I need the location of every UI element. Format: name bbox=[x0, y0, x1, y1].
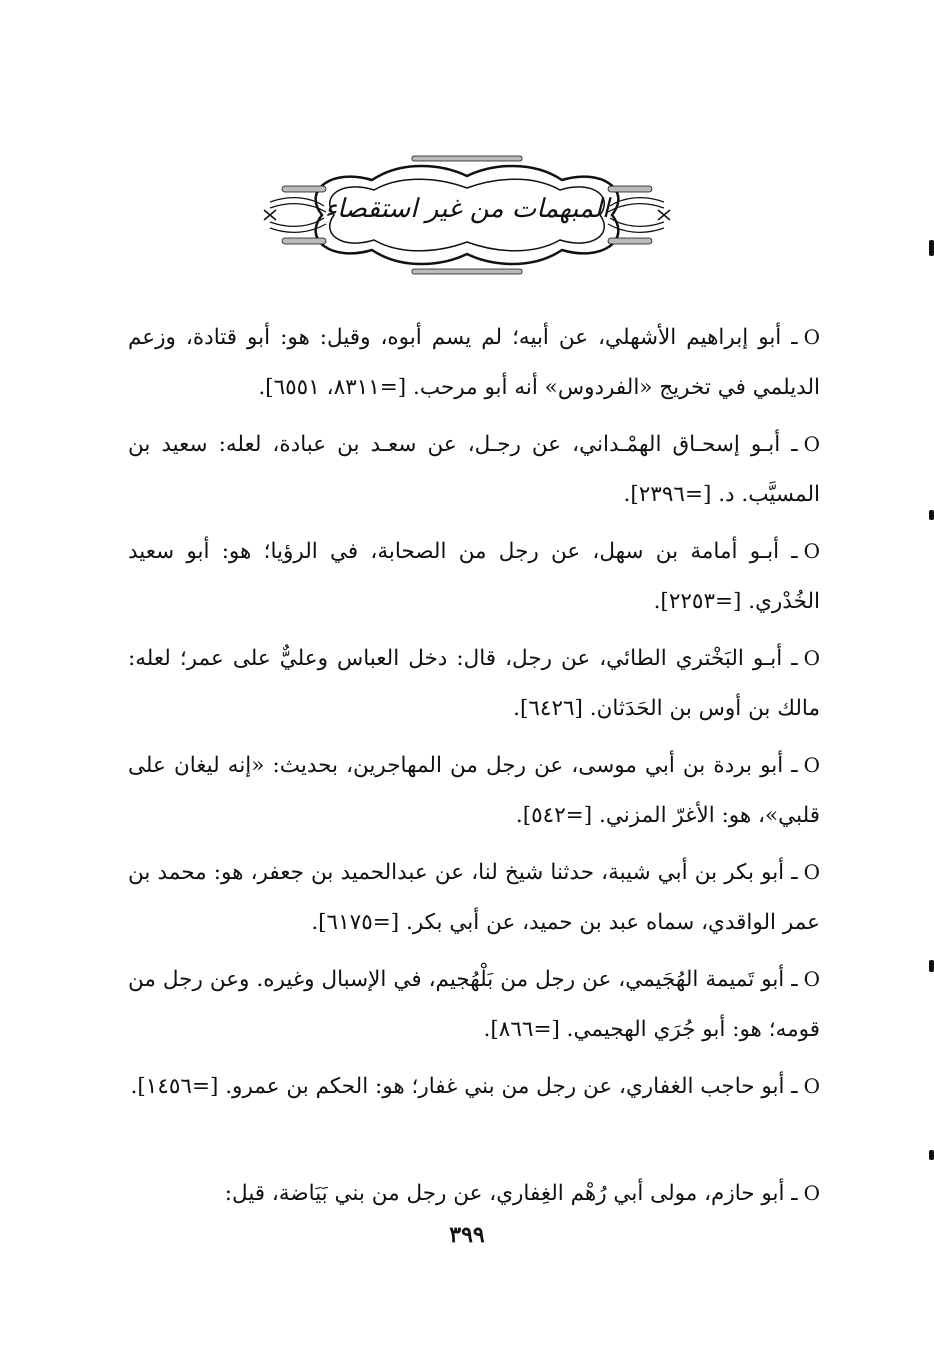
entry-text: ـ أبو إبراهيم الأشهلي، عن أبيه؛ لم يسم أبوه، وقيل: هو: أبو قتادة، وزعم الديلمي في تخريج «الفردوس» أنه أبو مرحب. [=٨٣١١، ٦٥٥١]. bbox=[128, 325, 820, 400]
bullet-icon: O bbox=[803, 967, 820, 991]
entry bbox=[128, 526, 820, 626]
entries-list bbox=[128, 312, 820, 1225]
entry bbox=[128, 1168, 820, 1218]
entry-text: ـ أبو تَميمة الهُجَيمي، عن رجل من بَلْهُجيم، في الإسبال وغيره. وعن رجل من قومه؛ هو: أبو جُرَي الهجيمي. [=٨٦٦]. bbox=[128, 967, 820, 1042]
bullet-icon: O bbox=[803, 1074, 820, 1098]
edge-mark bbox=[929, 1150, 934, 1160]
entry-text: ـ أبو حازم، مولى أبي رُهْم الغِفاري، عن رجل من بني بَيَاضة، قيل: bbox=[224, 1181, 798, 1206]
bullet-icon: O bbox=[803, 1181, 820, 1205]
entry bbox=[128, 740, 820, 840]
bullet-icon: O bbox=[803, 539, 820, 563]
bullet-icon: O bbox=[803, 860, 820, 884]
page-number: ٣٩٩ bbox=[449, 1222, 485, 1248]
chapter-banner bbox=[262, 150, 672, 280]
entry-text: ـ أبـو البَخْتري الطائي، عن رجل، قال: دخل العباس وعليٌّ على عمر؛ لعله: مالك بن أوس بن الحَدَثان. [٦٤٢٦]. bbox=[128, 646, 820, 721]
entry bbox=[128, 633, 820, 733]
edge-mark bbox=[929, 240, 934, 256]
edge-mark bbox=[929, 960, 934, 972]
bullet-icon: O bbox=[803, 646, 820, 670]
entry-text: ـ أبو بردة بن أبي موسى، عن رجل من المهاجرين، بحديث: «إنه ليغان على قلبي»، هو: الأغرّ المزني. [=٥٤٢]. bbox=[128, 753, 820, 828]
entry bbox=[128, 1061, 820, 1161]
bullet-icon: O bbox=[803, 432, 820, 456]
entry bbox=[128, 419, 820, 519]
entry-text: ـ أبو حاجب الغفاري، عن رجل من بني غفار؛ هو: الحكم بن عمرو. [=١٤٥٦]. bbox=[130, 1074, 798, 1099]
bullet-icon: O bbox=[803, 753, 820, 777]
edge-mark bbox=[929, 510, 934, 520]
entry bbox=[128, 954, 820, 1054]
entry-text: ـ أبو بكر بن أبي شيبة، حدثنا شيخ لنا، عن عبدالحميد بن جعفر، هو: محمد بن عمر الواقدي، سماه عبد بن حميد، عن أبي بكر. [=٦١٧٥]. bbox=[128, 860, 820, 935]
bullet-icon: O bbox=[803, 325, 820, 349]
entry bbox=[128, 312, 820, 412]
chapter-title: المبهمات من غير استقصاء bbox=[324, 194, 610, 224]
entry bbox=[128, 847, 820, 947]
entry-text: ـ أبـو أمامة بن سهل، عن رجل من الصحابة، في الرؤيا؛ هو: أبو سعيد الخُدْري. [=٢٢٥٣]. bbox=[128, 539, 820, 614]
entry-text: ـ أبـو إسحـاق الهمْـداني، عن رجـل، عن سعـد بن عبادة، لعله: سعيد بن المسيَّب. د. [=٢٣٩٦]. bbox=[128, 432, 820, 507]
